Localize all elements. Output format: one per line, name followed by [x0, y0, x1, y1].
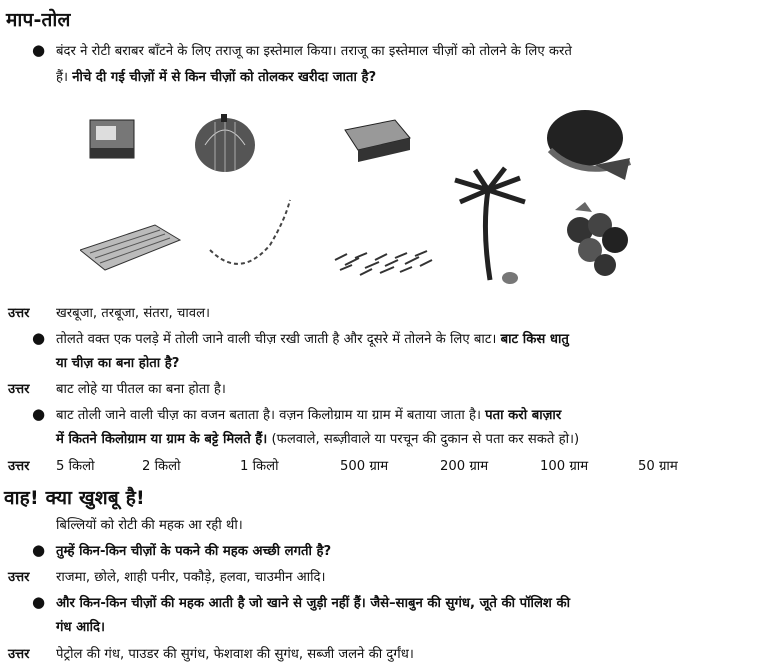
answer-2-text: बाट लोहे या पीतल का बना होता है।: [56, 382, 226, 397]
answer-4-text: राजमा, छोले, शाही पनीर, पकौड़े, हलवा, चाउमीन आदि।: [56, 570, 326, 585]
bullet-icon: ●: [32, 541, 46, 559]
weight-item: 2 किलो: [142, 459, 181, 474]
section-heading-weights: माप-तोल: [6, 9, 71, 31]
watermelon-image: [547, 110, 630, 180]
answer-label: उत्तर: [8, 570, 30, 585]
weight-item: 200 ग्राम: [440, 459, 489, 474]
question-4-text: तुम्हें किन-किन चीज़ों के पकने की महक अच्छी लगती है?: [56, 544, 332, 559]
chain-image: [210, 200, 290, 264]
weight-item: 5 किलो: [56, 459, 95, 474]
weight-item: 500 ग्राम: [340, 459, 389, 474]
answer-label: उत्तर: [8, 459, 30, 474]
question-3-line-1: [56, 404, 561, 428]
packet-image: [90, 120, 134, 158]
question-5-line-2: गंध आदि।: [56, 620, 106, 635]
answer-label: उत्तर: [8, 382, 30, 397]
question-1-line-1: बंदर ने रोटी बराबर बाँटने के लिए तराजू का इस्तेमाल किया। तराजू का इस्तेमाल चीज़ों को तोलने के लिए करते: [56, 44, 572, 59]
answer-label: उत्तर: [8, 647, 30, 662]
answer-label: उत्तर: [8, 306, 30, 321]
answer-5-text: पेट्रोल की गंध, पाउडर की सुगंध, फेशवाश की सुगंध, सब्जी जलने की दुर्गंध।: [56, 647, 414, 662]
question-5-line-1: और किन-किन चीज़ों की महक आती है जो खाने से जुड़ी नहीं हैं। जैसे–साबुन की सुगंध, जूते की पॉलिश की: [56, 596, 571, 611]
question-3-line-2: [56, 428, 579, 452]
question-2-line-1: [56, 328, 569, 352]
question-3-text: बाट तोली जाने वाली चीज़ का वजन बताता है। वज़न किलोग्राम या ग्राम में बताया जाता है।: [56, 408, 486, 423]
weight-item: 1 किलो: [240, 459, 279, 474]
bullet-icon: ●: [32, 329, 46, 347]
intro-text: बिल्लियों को रोटी की महक आ रही थी।: [56, 518, 243, 533]
book-image: [80, 225, 180, 270]
question-2-bold: बाट किस धातु: [500, 332, 569, 347]
question-3-bold: पता करो बाज़ार: [485, 408, 562, 423]
question-3-text-2: (फलवाले, सब्ज़ीवाले या परचून की दुकान से पता कर सकते हो।): [267, 432, 580, 447]
weight-item: 50 ग्राम: [638, 459, 678, 474]
section-heading-smell: वाह! क्या खुशबू है!: [4, 487, 145, 509]
question-1-line-2: [56, 66, 376, 90]
items-photo-grid: [80, 110, 720, 290]
question-2-text: तोलते वक्त एक पलड़े में तोली जाने वाली चीज़ रखी जाती है और दूसरे में तोलने के लिए बाट।: [56, 332, 501, 347]
question-1-bold: नीचे दी गई चीज़ों में से किन चीज़ों को तोलकर खरीदा जाता है?: [72, 70, 377, 85]
soap-image: [345, 120, 410, 162]
question-1-text: हैं।: [56, 70, 73, 85]
answer-1-text: खरबूजा, तरबूजा, संतरा, चावल।: [56, 306, 211, 321]
bullet-icon: ●: [32, 405, 46, 423]
pumpkin-image: [195, 114, 255, 172]
bullet-icon: ●: [32, 593, 46, 611]
question-3-bold-2: में कितने किलोग्राम या ग्राम के बट्टे मिलते हैं।: [56, 432, 268, 447]
bullet-icon: ●: [32, 41, 46, 59]
rice-image: [335, 251, 432, 275]
tree-image: [455, 168, 525, 284]
weight-item: 100 ग्राम: [540, 459, 589, 474]
question-2-line-2: या चीज़ का बना होता है?: [56, 356, 180, 371]
fruit-image: [567, 202, 628, 276]
